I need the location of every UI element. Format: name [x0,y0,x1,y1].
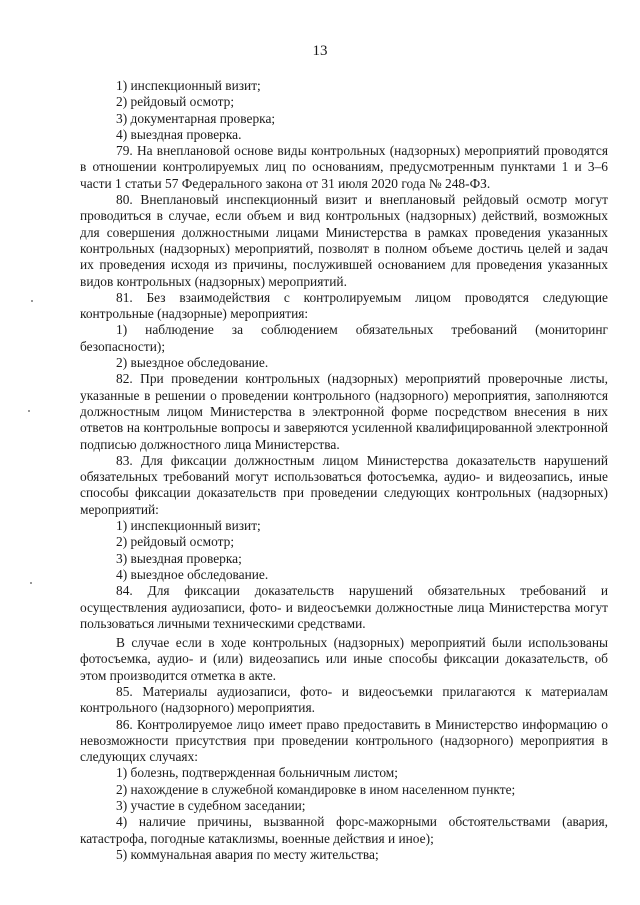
paragraph-79: 79. На внеплановой основе виды контрольных (надзорных) мероприятий проводятся в отношении контролируемых лиц по основаниям, предусмотренным пунктами 1 и 3–6 части 1 статьи 57 Федерального закона от 31 июля 2020 года № 248-ФЗ. [80,143,608,191]
list-item: 2) рейдовый осмотр; [116,534,235,550]
paragraph-82: 82. При проведении контрольных (надзорных) мероприятий проверочные листы, указанные в решении о проведении контрольного (надзорного) мероприятия, заполняются должностным лицом Министерства в электронной форме посредством внесения в них ответов на контрольные вопросы и заверяются усиленной квалифицированной электронной подписью должностного лица Министерства. [80,371,608,452]
list-item: 1) инспекционный визит; [116,518,261,534]
list-item: 4) наличие причины, вызванной форс-мажорными обстоятельствами (авария, катастрофа, погодные катаклизмы, военные действия и иное); [80,814,608,846]
list-item: 4) выездная проверка. [116,126,242,142]
document-body [80,78,608,863]
paragraph-81: 81. Без взаимодействия с контролируемым лицом проводятся следующие контрольные (надзорные) мероприятия: [80,289,608,322]
list-item: 4) выездное обследование. [116,566,269,582]
list-item: 2) выездное обследование. [116,355,269,371]
paragraph-80: 80. Внеплановый инспекционный визит и внеплановый рейдовый осмотр могут проводиться в случае, если объем и вид контрольных (надзорных) действий, возможных для совершения должностными лицами Министерства в рамках проведения указанных контрольных (надзорных) мероприятий, позволят в полном объеме достичь целей и задач их проведения исходя из причины, послужившей основанием для проведения указанных видов контрольных (надзорных) мероприятий. [80,192,608,289]
list-item: 3) документарная проверка; [116,110,276,126]
paragraph-85: 85. Материалы аудиозаписи, фото- и видеосъемки прилагаются к материалам контрольного (надзорного) мероприятия. [80,683,608,716]
list-item: 1) инспекционный визит; [116,78,261,93]
paragraph-84: 84. Для фиксации доказательств нарушений обязательных требований и осуществления аудиозаписи, фото- и видеосъемки должностные лица Министерства могут пользоваться личными техническими средствами. [80,583,608,631]
list-item: 3) выездная проверка; [116,550,242,566]
list-item: 1) болезнь, подтвержденная больничным листом; [116,765,398,781]
list-item: 2) рейдовый осмотр; [116,94,235,110]
list-item: 1) наблюдение за соблюдением обязательных требований (мониторинг безопасности); [80,322,608,354]
paragraph-83: 83. Для фиксации должностным лицом Министерства доказательств нарушений обязательных требований могут использоваться фотосъемка, аудио- и видеозапись, иные способы фиксации доказательств при проведении следующих контрольных (надзорных) мероприятий: [80,452,608,517]
list-item: 5) коммунальная авария по месту жительства; [116,846,379,862]
paragraph-84-continued: В случае если в ходе контрольных (надзорных) мероприятий были использованы фотосъемка, аудио- и (или) видеозапись или иные способы фиксации доказательств, об этом производится отметка в акте. [80,635,608,683]
list-item: 2) нахождение в служебной командировке в ином населенном пункте; [116,781,516,797]
list-item: 3) участие в судебном заседании; [116,798,306,814]
page-number: 13 [312,43,328,59]
paragraph-86: 86. Контролируемое лицо имеет право предоставить в Министерство информацию о невозможности присутствия при проведении контрольного (надзорного) мероприятия в следующих случаях: [80,716,608,765]
